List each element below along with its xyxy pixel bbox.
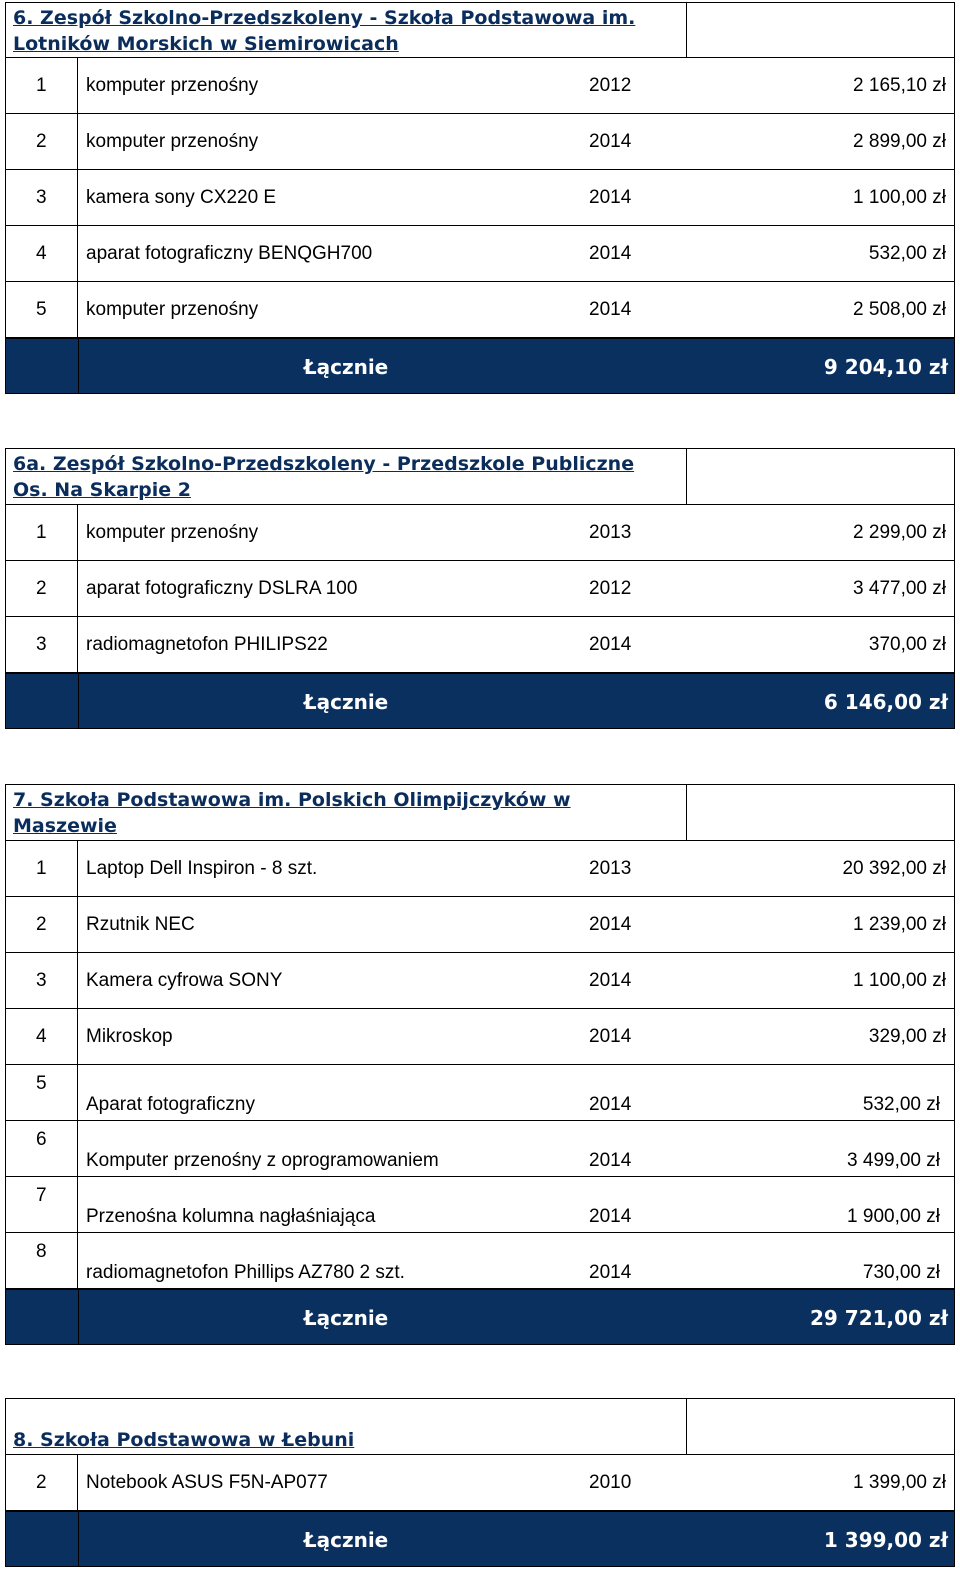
item-name: Kamera cyfrowa SONY [86, 970, 283, 991]
total-spacer [6, 1512, 79, 1566]
table-row [5, 953, 955, 1009]
title-line-1: 8. Szkoła Podstawowa w Łebuni [13, 1429, 355, 1451]
title-line-1: 6a. Zespół Szkolno-Przedszkoleny - Przedszkole Publiczne [13, 453, 635, 475]
item-name: kamera sony CX220 E [86, 187, 277, 208]
table-row [5, 1177, 955, 1233]
item-name: Przenośna kolumna nagłaśniająca [86, 1206, 376, 1227]
item-price: 2 899,00 zł [853, 131, 946, 152]
table-row [5, 170, 955, 226]
item-name: Mikroskop [86, 1026, 173, 1047]
item-price: 2 165,10 zł [853, 75, 946, 96]
item-price: 730,00 zł [862, 1262, 940, 1283]
title-line-2: Maszewie [13, 815, 117, 837]
total-sum: 29 721,00 zł [810, 1306, 948, 1330]
item-name: aparat fotograficzny BENQGH700 [86, 243, 373, 264]
item-name: komputer przenośny [86, 522, 259, 543]
item-price: 1 100,00 zł [853, 187, 946, 208]
table-row [5, 1065, 955, 1121]
row-number: 3 [6, 617, 78, 672]
row-number: 3 [6, 953, 78, 1008]
item-year: 2013 [589, 522, 632, 543]
item-name: Komputer przenośny z oprogramowaniem [86, 1150, 439, 1171]
total-row [5, 338, 955, 394]
item-name: komputer przenośny [86, 75, 259, 96]
table-row [5, 1233, 955, 1289]
item-name: komputer przenośny [86, 299, 259, 320]
table-row [5, 897, 955, 953]
item-price: 1 100,00 zł [853, 970, 946, 991]
total-label: Łącznie [303, 1528, 389, 1552]
item-year: 2014 [589, 299, 632, 320]
item-price: 1 900,00 zł [847, 1206, 940, 1227]
item-name: Laptop Dell Inspiron - 8 szt. [86, 858, 318, 879]
item-year: 2014 [589, 914, 632, 935]
item-price: 532,00 zł [862, 1094, 940, 1115]
table-row [5, 282, 955, 338]
section-header [5, 2, 955, 58]
total-spacer [6, 1290, 79, 1344]
item-price: 370,00 zł [868, 634, 946, 655]
item-year: 2010 [589, 1472, 632, 1493]
item-year: 2014 [589, 243, 632, 264]
table-row [5, 226, 955, 282]
item-name: radiomagnetofon PHILIPS22 [86, 634, 328, 655]
row-number: 1 [6, 58, 78, 113]
item-year: 2014 [589, 1206, 632, 1227]
item-year: 2014 [589, 1094, 632, 1115]
total-row [5, 673, 955, 729]
item-year: 2012 [589, 578, 632, 599]
total-label: Łącznie [303, 690, 389, 714]
item-price: 1 399,00 zł [853, 1472, 946, 1493]
item-price: 2 299,00 zł [853, 522, 946, 543]
row-number: 5 [6, 282, 78, 337]
section-title [7, 785, 687, 840]
total-sum: 9 204,10 zł [823, 355, 948, 379]
table-row [5, 505, 955, 561]
item-year: 2014 [589, 970, 632, 991]
item-price: 1 239,00 zł [853, 914, 946, 935]
item-price: 2 508,00 zł [853, 299, 946, 320]
item-year: 2012 [589, 75, 632, 96]
item-price: 3 499,00 zł [847, 1150, 940, 1171]
item-year: 2014 [589, 1262, 632, 1283]
table-row [5, 1121, 955, 1177]
item-year: 2014 [589, 1026, 632, 1047]
total-label: Łącznie [303, 1306, 389, 1330]
table-row [5, 617, 955, 673]
title-line-1: 6. Zespół Szkolno-Przedszkoleny - Szkoła Podstawowa im. [13, 7, 636, 29]
table-row [5, 1009, 955, 1065]
table-row [5, 561, 955, 617]
row-number: 5 [6, 1065, 78, 1120]
table-row [5, 114, 955, 170]
item-year: 2014 [589, 187, 632, 208]
total-spacer [6, 339, 79, 393]
row-number: 4 [6, 226, 78, 281]
item-year: 2014 [589, 634, 632, 655]
item-name: aparat fotograficzny DSLRA 100 [86, 578, 358, 599]
section-title [7, 1399, 687, 1454]
item-name: komputer przenośny [86, 131, 259, 152]
table-row [5, 1455, 955, 1511]
item-year: 2014 [589, 1150, 632, 1171]
row-number: 8 [6, 1233, 78, 1288]
row-number: 1 [6, 841, 78, 896]
section-header [5, 784, 955, 841]
total-sum: 1 399,00 zł [823, 1528, 948, 1552]
total-label: Łącznie [303, 355, 389, 379]
row-number: 1 [6, 505, 78, 560]
item-year: 2013 [589, 858, 632, 879]
title-line-1: 7. Szkoła Podstawowa im. Polskich Olimpijczyków w [13, 789, 571, 811]
item-price: 329,00 zł [868, 1026, 946, 1047]
item-price: 3 477,00 zł [853, 578, 946, 599]
title-line-2: Os. Na Skarpie 2 [13, 479, 191, 501]
row-number: 2 [6, 561, 78, 616]
row-number: 3 [6, 170, 78, 225]
item-year: 2014 [589, 131, 632, 152]
total-row [5, 1511, 955, 1567]
row-number: 2 [6, 897, 78, 952]
total-spacer [6, 674, 79, 728]
row-number: 6 [6, 1121, 78, 1176]
title-line-2: Lotników Morskich w Siemirowicach [13, 33, 399, 55]
table-row [5, 841, 955, 897]
row-number: 4 [6, 1009, 78, 1064]
section-header [5, 1398, 955, 1455]
item-name: Aparat fotograficzny [86, 1094, 255, 1115]
row-number: 7 [6, 1177, 78, 1232]
item-name: radiomagnetofon Phillips AZ780 2 szt. [86, 1262, 405, 1283]
table-row [5, 58, 955, 114]
row-number: 2 [6, 1455, 78, 1510]
section-title [7, 3, 687, 57]
total-sum: 6 146,00 zł [823, 690, 948, 714]
item-price: 20 392,00 zł [842, 858, 946, 879]
section-title [7, 449, 687, 504]
total-row [5, 1289, 955, 1345]
item-name: Rzutnik NEC [86, 914, 195, 935]
item-price: 532,00 zł [868, 243, 946, 264]
section-header [5, 448, 955, 505]
row-number: 2 [6, 114, 78, 169]
item-name: Notebook ASUS F5N-AP077 [86, 1472, 328, 1493]
